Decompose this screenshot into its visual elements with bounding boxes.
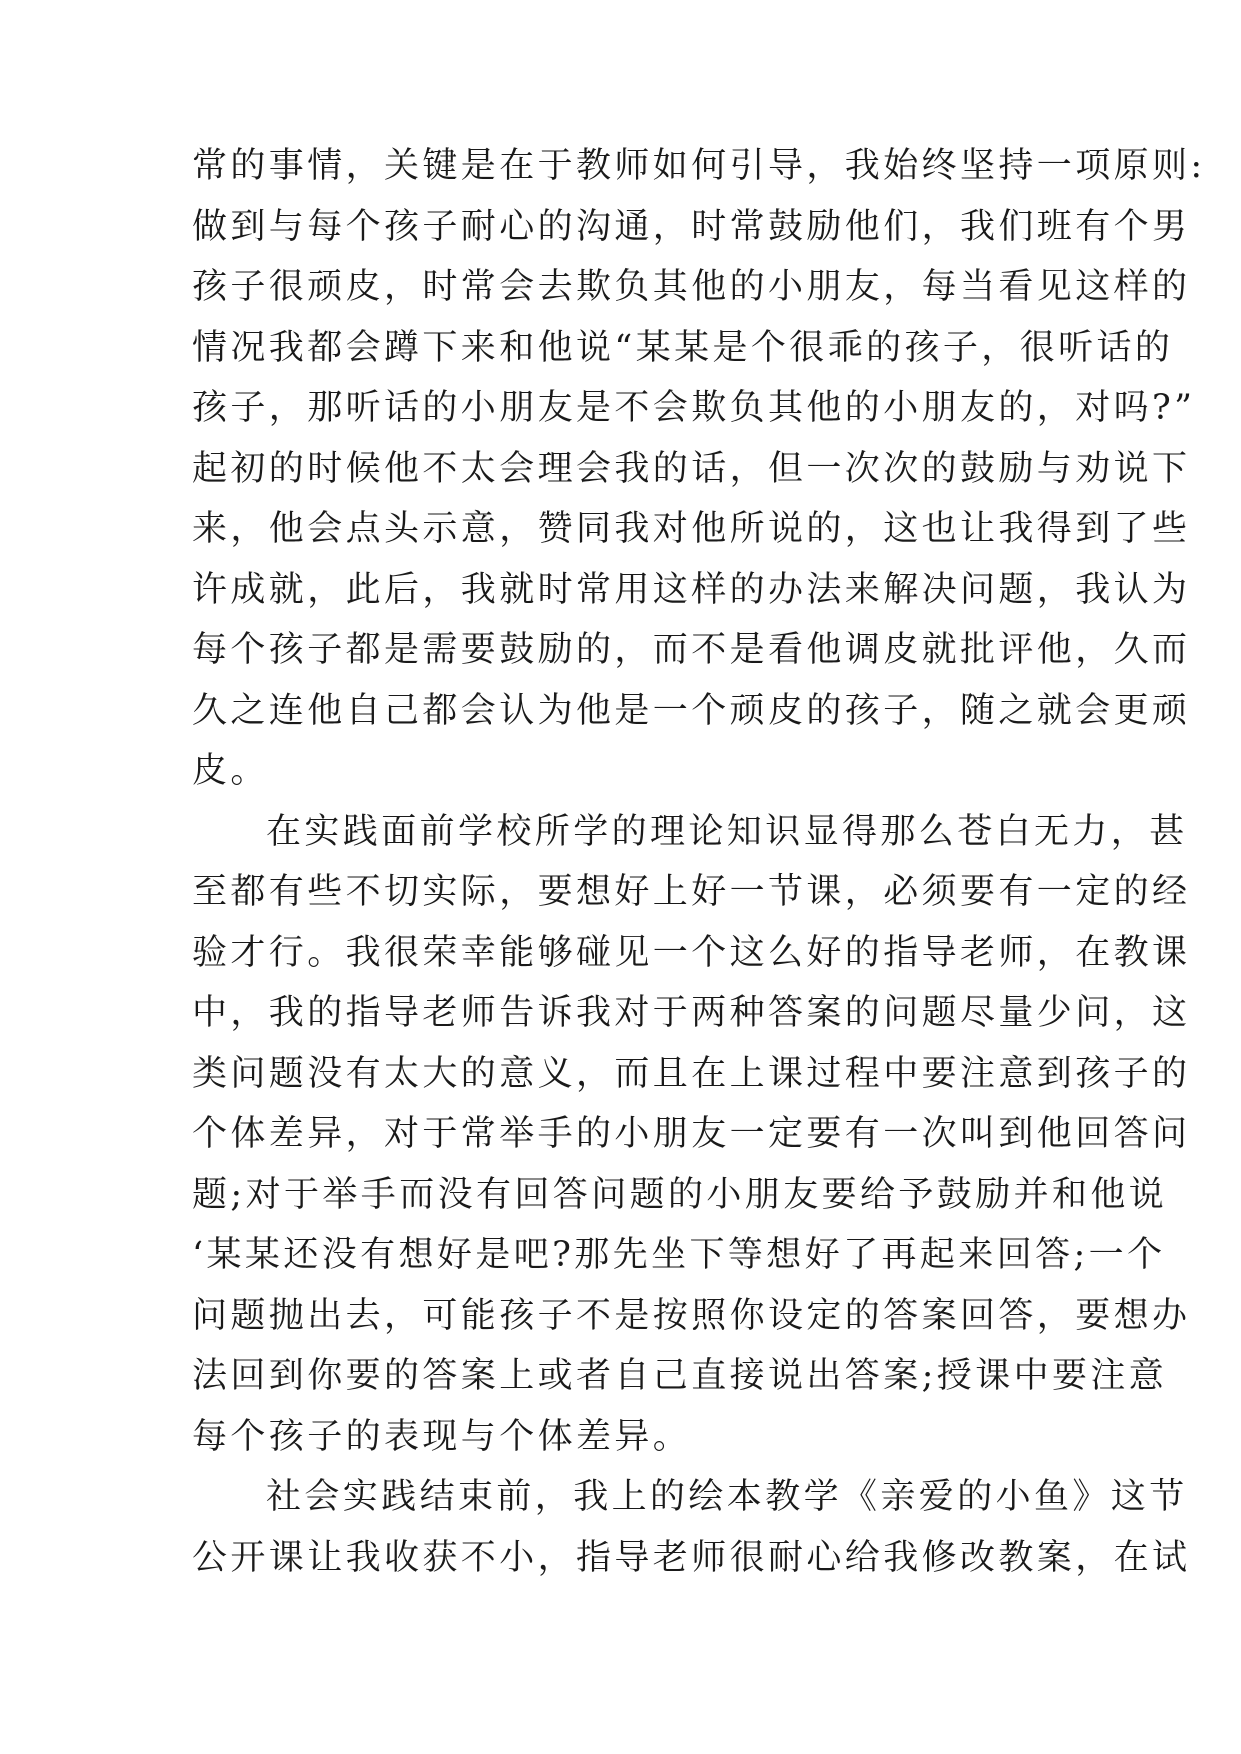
text-line: 在实践面前学校所学的理论知识显得那么苍白无力，甚 <box>266 811 1188 852</box>
text-line: 每个孩子的表现与个体差异。 <box>192 1416 692 1457</box>
text-line: 来，他会点头示意，赞同我对他所说的，这也让我得到了些 <box>192 509 1191 549</box>
text-line: 问题抛出去，可能孩子不是按照你设定的答案回答，要想办 <box>192 1295 1191 1336</box>
text-line: 验才行。我很荣幸能够碰见一个这么好的指导老师，在教课 <box>192 932 1191 973</box>
text-line: 公开课让我收获不小，指导老师很耐心给我修改教案，在试 <box>192 1537 1191 1578</box>
text-line: 每个孩子都是需要鼓励的，而不是看他调皮就批评他，久而 <box>192 630 1191 670</box>
text-line: 法回到你要的答案上或者自己直接说出答案;授课中要注意 <box>192 1356 1168 1396</box>
text-line: 皮。 <box>192 751 269 791</box>
text-line: 个体差异，对于常举手的小朋友一定要有一次叫到他回答问 <box>192 1114 1191 1154</box>
text-line: 社会实践结束前，我上的绘本教学《亲爱的小鱼》这节 <box>266 1477 1188 1517</box>
text-line: 久之连他自己都会认为他是一个顽皮的孩子，随之就会更顽 <box>192 690 1191 731</box>
text-line: 做到与每个孩子耐心的沟通，时常鼓励他们，我们班有个男 <box>192 206 1191 247</box>
text-line: 题;对于举手而没有回答问题的小朋友要给予鼓励并和他说 <box>192 1174 1168 1215</box>
text-line: 常的事情，关键是在于教师如何引导，我始终坚持一项原则: <box>192 146 1206 186</box>
body-text <box>192 136 1206 1588</box>
text-line: 许成就，此后，我就时常用这样的办法来解决问题，我认为 <box>192 569 1191 610</box>
text-line: 中，我的指导老师告诉我对于两种答案的问题尽量少问，这 <box>192 993 1191 1033</box>
text-line: 至都有些不切实际，要想好上好一节课，必须要有一定的经 <box>192 872 1191 912</box>
text-line: 情况我都会蹲下来和他说“某某是个很乖的孩子，很听话的 <box>192 327 1174 368</box>
text-line: 孩子很顽皮，时常会去欺负其他的小朋友，每当看见这样的 <box>192 267 1191 307</box>
text-line: 类问题没有太大的意义，而且在上课过程中要注意到孩子的 <box>192 1053 1191 1094</box>
text-line: 起初的时候他不太会理会我的话，但一次次的鼓励与劝说下 <box>192 448 1191 489</box>
text-line: 孩子，那听话的小朋友是不会欺负其他的小朋友的，对吗?” <box>192 388 1196 428</box>
text-line: ‘某某还没有想好是吧?那先坐下等想好了再起来回答;一个 <box>192 1235 1166 1275</box>
